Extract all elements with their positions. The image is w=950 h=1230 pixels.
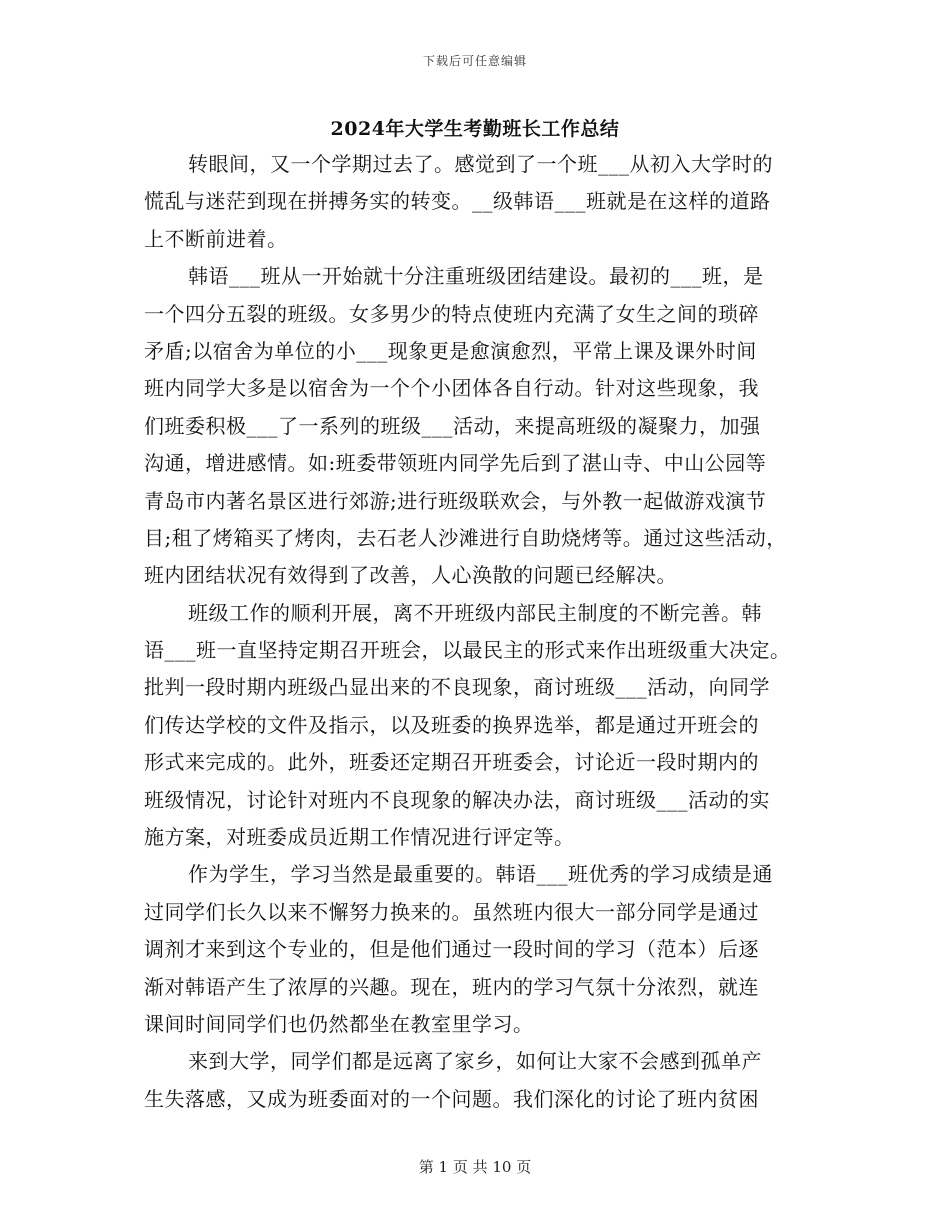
paragraph-4-line-5: 课间时间同学们也仍然都坐在教室里学习。 xyxy=(144,1011,534,1036)
paragraph-3-line-3: 批判一段时期内班级凸显出来的不良现象，商讨班级___活动，向同学 xyxy=(144,675,770,700)
paragraph-4-line-2: 过同学们长久以来不懈努力换来的。虽然班内很大一部分同学是通过 xyxy=(144,899,759,924)
paragraph-2-line-1: 韩语___班从一开始就十分注重班级团结建设。最初的___班，是 xyxy=(188,264,764,289)
paragraph-2-line-2: 一个四分五裂的班级。女多男少的特点使班内充满了女生之间的琐碎 xyxy=(144,301,759,326)
paragraph-5-line-1: 来到大学，同学们都是远离了家乡，如何让大家不会感到孤单产 xyxy=(188,1049,762,1074)
paragraph-2-line-6: 沟通，增进感情。如:班委带领班内同学先后到了湛山寺、中山公园等 xyxy=(144,451,767,476)
paragraph-3-line-4: 们传达学校的文件及指示，以及班委的换界选举，都是通过开班会的 xyxy=(144,712,759,737)
paragraph-1-line-3: 上不断前进着。 xyxy=(144,226,288,251)
paragraph-2-line-5: 们班委积极___了一系列的班级___活动，来提高班级的凝聚力，加强 xyxy=(144,413,761,438)
paragraph-3-line-2: 语___班一直坚持定期召开班会，以最民主的形式来作出班级重大决定。 xyxy=(144,638,791,663)
paragraph-2-line-4: 班内同学大多是以宿舍为一个个小团体各自行动。针对这些现象，我 xyxy=(144,376,759,401)
paragraph-3-line-7: 施方案，对班委成员近期工作情况进行评定等。 xyxy=(144,825,575,850)
paragraph-1-line-2: 慌乱与迷茫到现在拼搏务实的转变。__级韩语___班就是在这样的道路 xyxy=(144,189,771,214)
paragraph-1-line-1: 转眼间，又一个学期过去了。感觉到了一个班___从初入大学时的 xyxy=(188,152,773,176)
page-header-note: 下载后可任意编辑 xyxy=(422,54,527,68)
paragraph-2-line-8: 目;租了烤箱买了烤肉，去石老人沙滩进行自助烧烤等。通过这些活动， xyxy=(144,525,787,550)
paragraph-4-line-4: 渐对韩语产生了浓厚的兴趣。现在，班内的学习气氛十分浓烈，就连 xyxy=(144,974,759,999)
paragraph-3-line-1: 班级工作的顺利开展，离不开班级内部民主制度的不断完善。韩 xyxy=(188,600,762,625)
paragraph-2-line-9: 班内团结状况有效得到了改善，人心涣散的问题已经解决。 xyxy=(144,563,677,588)
paragraph-4-line-3: 调剂才来到这个专业的，但是他们通过一段时间的学习（范本）后逐 xyxy=(144,937,759,962)
paragraph-3-line-6: 班级情况，讨论针对班内不良现象的解决办法，商讨班级___活动的实 xyxy=(144,787,770,812)
paragraph-3-line-5: 形式来完成的。此外，班委还定期召开班委会，讨论近一段时期内的 xyxy=(144,750,759,775)
document-title: 2024年大学生考勤班长工作总结 xyxy=(330,118,620,140)
paragraph-5-line-2: 生失落感，又成为班委面对的一个问题。我们深化的讨论了班内贫困 xyxy=(144,1086,759,1111)
document-body xyxy=(144,146,816,1118)
paragraph-2-line-7: 青岛市内著名景区进行郊游;进行班级联欢会，与外教一起做游戏演节 xyxy=(144,488,767,513)
paragraph-2-line-3: 矛盾;以宿舍为单位的小___现象更是愈演愈烈，平常上课及课外时间 xyxy=(144,338,757,363)
paragraph-4-line-1: 作为学生，学习当然是最重要的。韩语___班优秀的学习成绩是通 xyxy=(188,862,773,887)
page-number-footer: 第 1 页 共 10 页 xyxy=(418,1158,532,1176)
